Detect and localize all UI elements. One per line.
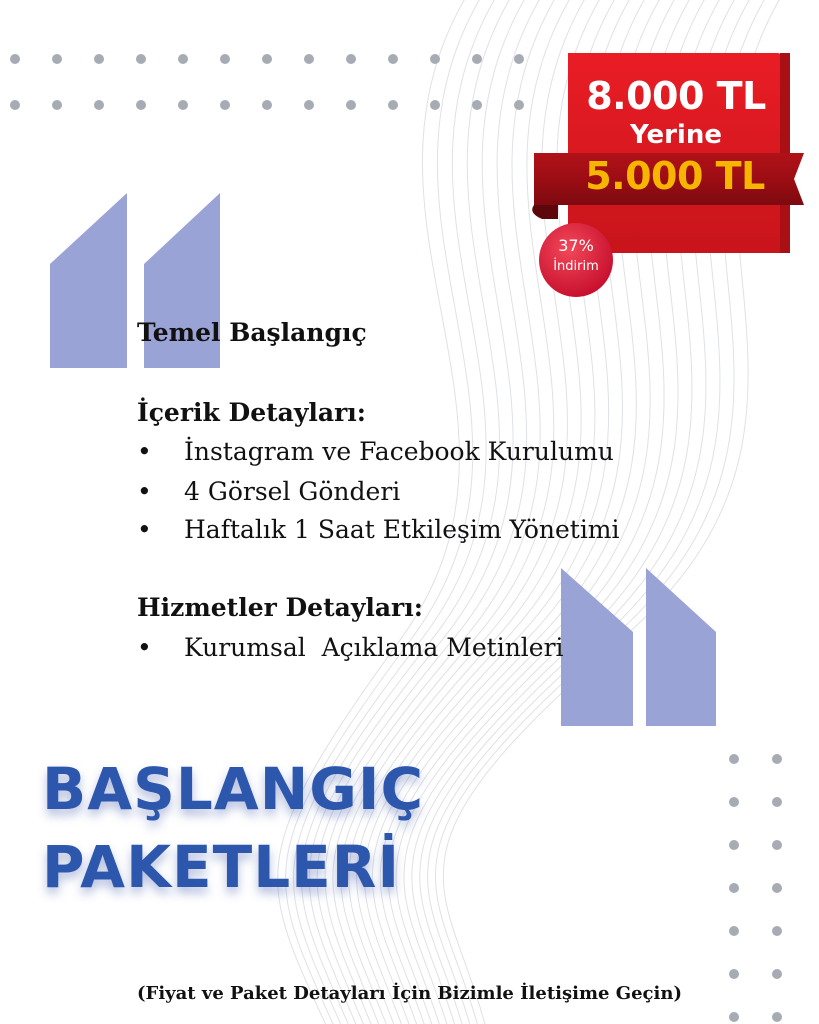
- package-name: Temel Başlangıç: [137, 318, 367, 347]
- decorative-dot: [346, 54, 356, 64]
- decorative-dot: [220, 100, 230, 110]
- instead-label: Yerine: [630, 120, 722, 150]
- contact-note: (Fiyat ve Paket Detayları İçin Bizimle İletişime Geçin): [137, 983, 682, 1004]
- decorative-dot: [514, 54, 524, 64]
- discount-label: İndirim: [553, 259, 599, 274]
- decorative-dot: [772, 1012, 782, 1022]
- decorative-dot: [346, 100, 356, 110]
- decorative-dot: [729, 840, 739, 850]
- decorative-dot: [772, 969, 782, 979]
- decorative-dot: [262, 100, 272, 110]
- decorative-dot: [262, 54, 272, 64]
- decorative-dot: [220, 54, 230, 64]
- title-line-2: PAKETLERİ: [42, 833, 401, 901]
- content-details-heading: İçerik Detayları:: [137, 398, 366, 427]
- decorative-dot: [10, 54, 20, 64]
- decorative-dot: [178, 54, 188, 64]
- decorative-dot: [472, 54, 482, 64]
- decorative-dot: [304, 54, 314, 64]
- decorative-dot: [388, 54, 398, 64]
- closing-quote-icon: [561, 568, 717, 726]
- decorative-dot: [772, 797, 782, 807]
- decorative-dot: [304, 100, 314, 110]
- list-item-text: Kurumsal Açıklama Metinleri: [184, 633, 564, 662]
- decorative-dot: [94, 54, 104, 64]
- list-item: [137, 633, 564, 720]
- bullet-icon: •: [137, 633, 152, 662]
- decorative-dot: [52, 100, 62, 110]
- bullet-icon: •: [137, 437, 152, 466]
- decorative-dot: [430, 54, 440, 64]
- decorative-dot: [772, 926, 782, 936]
- decorative-dot: [52, 54, 62, 64]
- list-item-text: 4 Görsel Gönderi: [184, 477, 401, 506]
- bullet-icon: •: [137, 477, 152, 506]
- decorative-dot: [136, 100, 146, 110]
- decorative-dot: [729, 797, 739, 807]
- discount-percent: 37%: [558, 236, 594, 255]
- title-line-1: BAŞLANGIÇ: [42, 755, 425, 823]
- decorative-dot: [430, 100, 440, 110]
- service-details-heading: Hizmetler Detayları:: [137, 593, 423, 622]
- decorative-dot: [729, 926, 739, 936]
- decorative-dot: [136, 54, 146, 64]
- decorative-dot: [772, 883, 782, 893]
- decorative-dot: [472, 100, 482, 110]
- decorative-dot: [514, 100, 524, 110]
- decorative-dot: [729, 1012, 739, 1022]
- decorative-dot: [10, 100, 20, 110]
- bullet-icon: •: [137, 515, 152, 544]
- decorative-dot: [178, 100, 188, 110]
- decorative-dot: [388, 100, 398, 110]
- decorative-dot: [729, 754, 739, 764]
- new-price: 5.000 TL: [585, 154, 765, 198]
- list-item-text: Haftalık 1 Saat Etkileşim Yönetimi: [184, 515, 620, 544]
- old-price: 8.000 TL: [586, 74, 766, 118]
- decorative-dot: [772, 840, 782, 850]
- decorative-dot: [729, 969, 739, 979]
- list-item: [137, 515, 620, 602]
- discount-badge: [539, 223, 613, 297]
- decorative-dot: [772, 754, 782, 764]
- list-item-text: İnstagram ve Facebook Kurulumu: [184, 437, 614, 466]
- decorative-dot: [94, 100, 104, 110]
- decorative-dot: [729, 883, 739, 893]
